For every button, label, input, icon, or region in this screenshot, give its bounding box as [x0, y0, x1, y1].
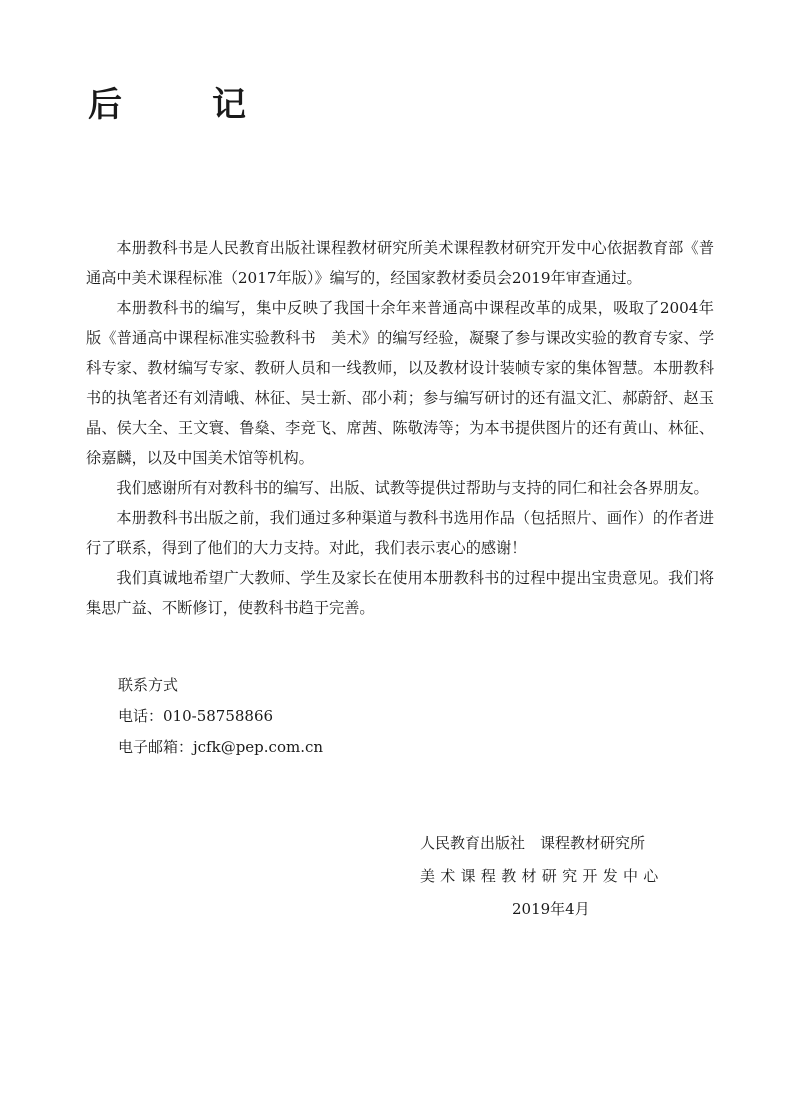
- page-title: 后 记: [88, 85, 274, 125]
- signature-block: [420, 827, 680, 926]
- paragraph-5: 我们真诚地希望广大教师、学生及家长在使用本册教科书的过程中提出宝贵意见。我们将集思广益、不断修订，使教科书趋于完善。: [86, 569, 714, 617]
- signature-date: 2019年4月: [512, 900, 590, 918]
- afterword-body: [86, 233, 714, 623]
- signature-publisher: 人民教育出版社 课程教材研究所: [420, 834, 646, 852]
- paragraph-4: 本册教科书出版之前，我们通过多种渠道与教科书选用作品（包括照片、画作）的作者进行了联系，得到了他们的大力支持。对此，我们表示衷心的感谢！: [86, 509, 714, 557]
- paragraph-3: 我们感谢所有对教科书的编写、出版、试教等提供过帮助与支持的同仁和社会各界朋友。: [116, 479, 709, 497]
- signature-center: 美术课程教材研究开发中心: [420, 867, 664, 885]
- contact-phone: 电话：010-58758866: [118, 707, 274, 725]
- contact-heading: 联系方式: [118, 676, 179, 694]
- contact-email: 电子邮箱：jcfk@pep.com.cn: [118, 738, 324, 756]
- contact-block: [118, 670, 323, 763]
- paragraph-2: 本册教科书的编写，集中反映了我国十余年来普通高中课程改革的成果，吸取了2004年版《普通高中课程标准实验教科书 美术》的编写经验，凝聚了参与课改实验的教育专家、学科专家、教材编写专家、教研人员和一线教师，以及教材设计装帧专家的集体智慧。本册教科书的执笔者还有刘清峨、林征、吴士新、邵小莉；参与编写研讨的还有温文汇、郝蔚舒、赵玉晶、侯大全、王文寰、鲁燊、李竞飞、席茜、陈敬涛等；为本书提供图片的还有黄山、林征、徐嘉麟，以及中国美术馆等机构。: [86, 299, 714, 467]
- paragraph-1: 本册教科书是人民教育出版社课程教材研究所美术课程教材研究开发中心依据教育部《普通高中美术课程标准（2017年版）》编写的，经国家教材委员会2019年审查通过。: [86, 239, 714, 287]
